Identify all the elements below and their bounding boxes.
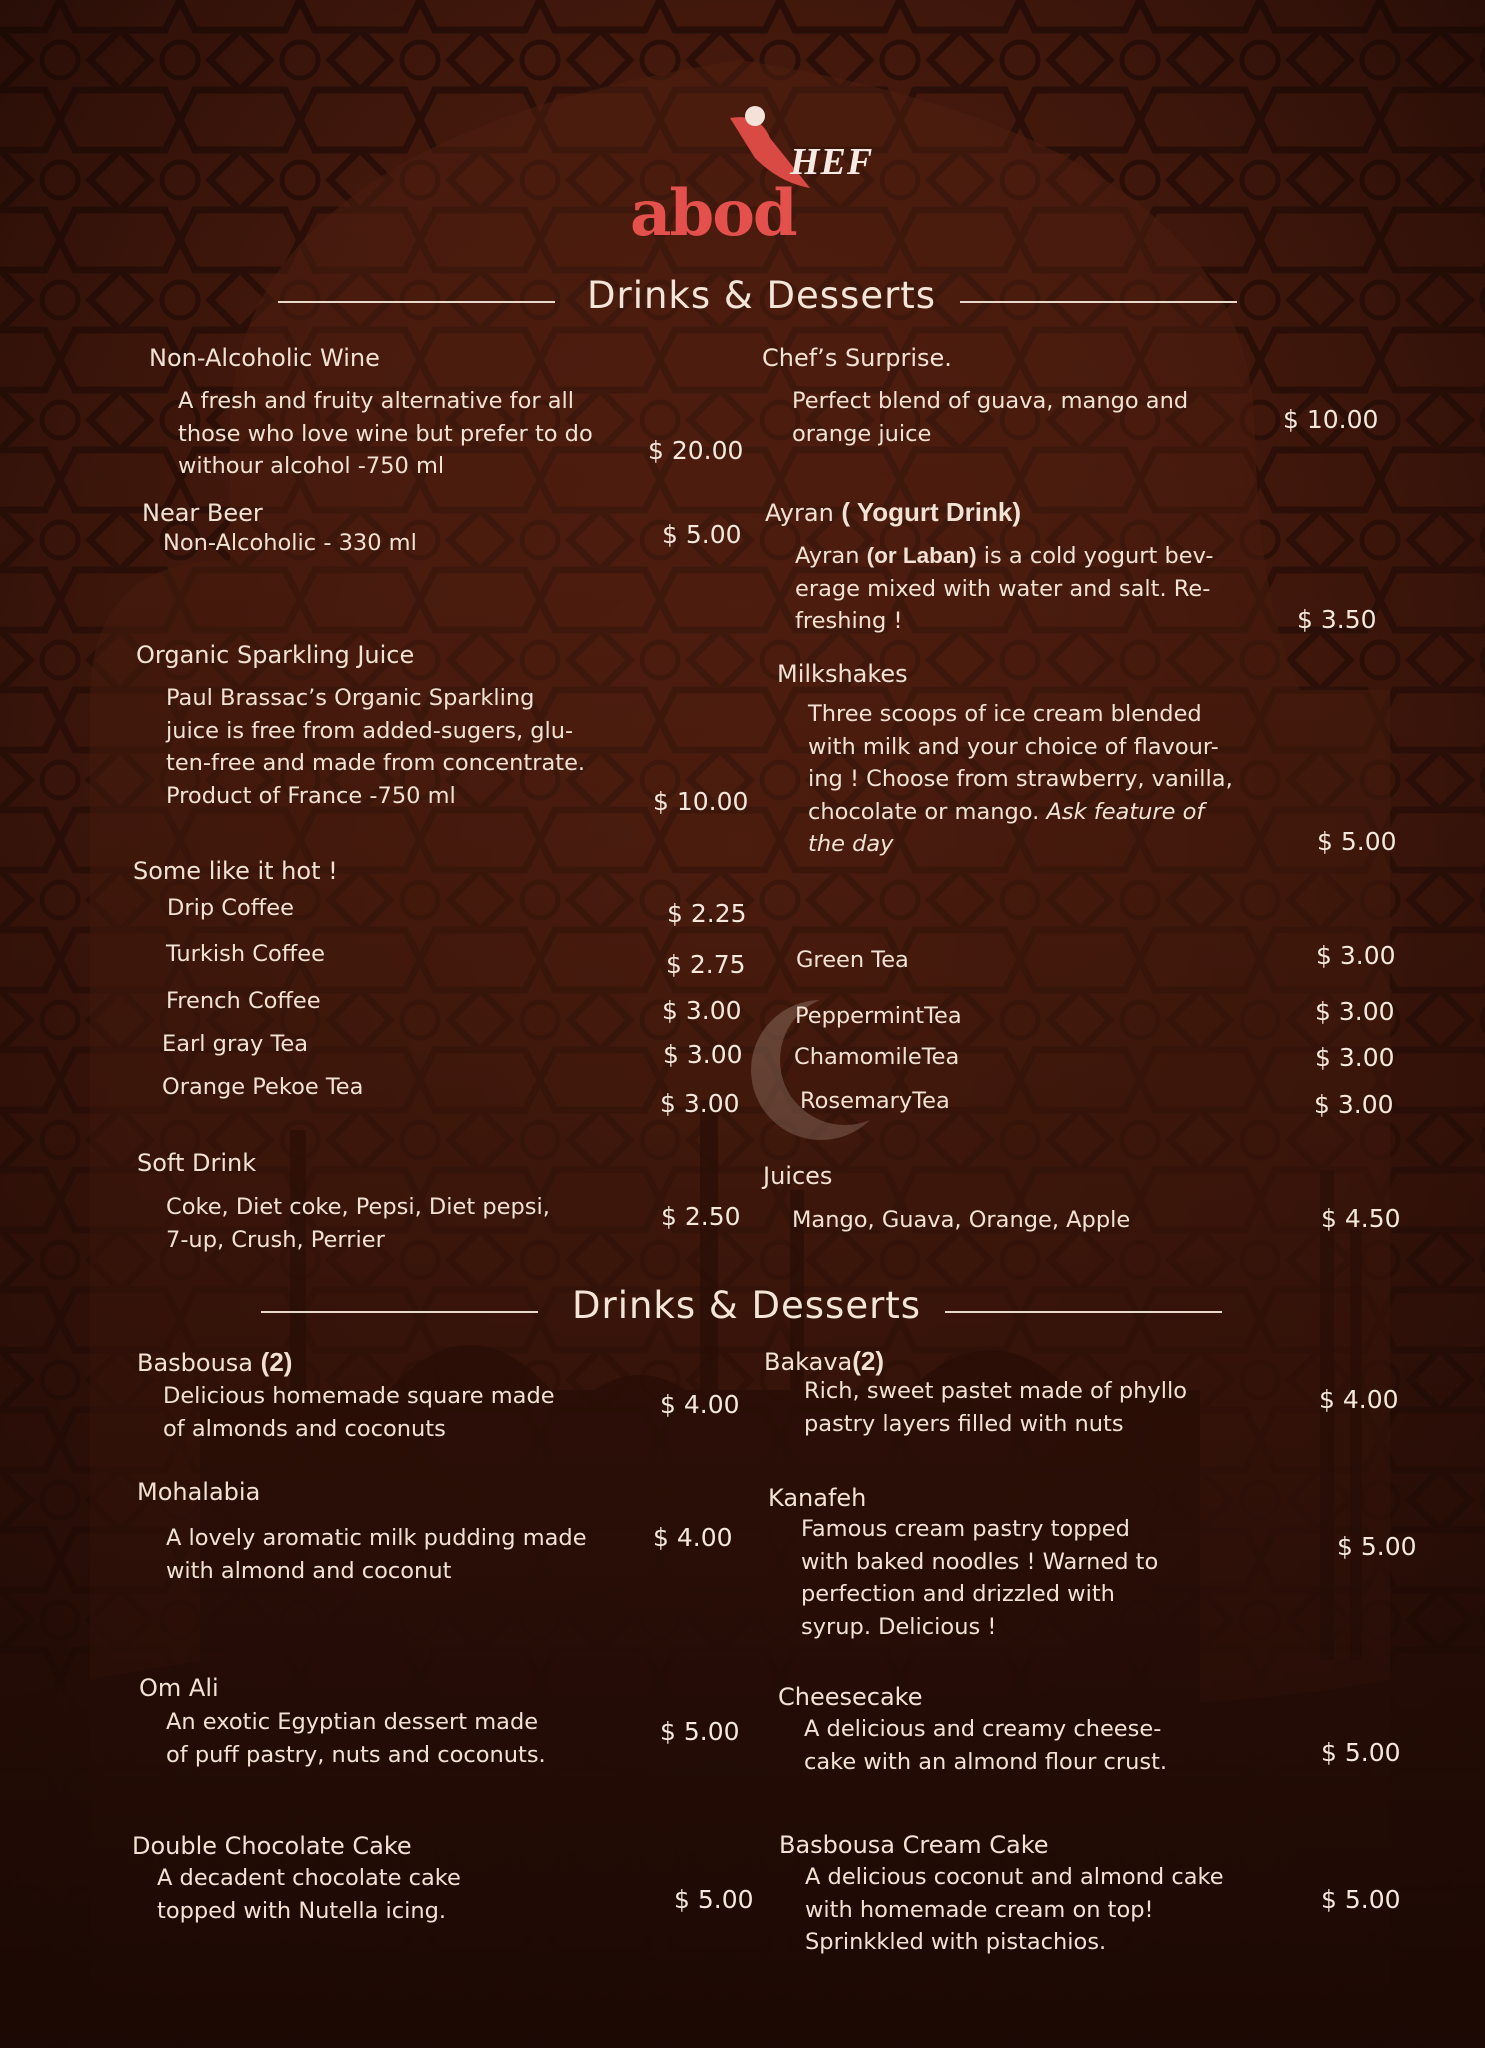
menu-row-name: RosemaryTea [800, 1088, 950, 1114]
item-price: $ 4.00 [660, 1390, 740, 1419]
item-desc: Non-Alcoholic - 330 ml [163, 530, 417, 556]
item-desc: A delicious and creamy cheese- cake with an almond flour crust. [804, 1716, 1168, 1775]
menu-row-price: $ 3.00 [660, 1089, 740, 1118]
item-title: Basbousa (2) [137, 1347, 293, 1377]
menu-row-name: Drip Coffee [167, 895, 294, 921]
item-desc: A decadent chocolate cake topped with Nutella icing. [157, 1865, 461, 1924]
heading-rule-right [960, 301, 1237, 303]
item-desc: Three scoops of ice cream blended with milk and your choice of flavour- ing ! Choose from strawberry, vanilla, chocolate or mango. Ask feature of the day [808, 701, 1233, 857]
item-desc: Mango, Guava, Orange, Apple [792, 1207, 1131, 1233]
item-price: $ 2.50 [661, 1202, 741, 1231]
item-title: Basbousa Cream Cake [779, 1831, 1049, 1859]
item-price: $ 10.00 [653, 787, 749, 816]
menu-row-price: $ 3.00 [1315, 997, 1395, 1026]
section-heading-drinks: Drinks & Desserts [587, 274, 937, 317]
menu-row-name: Orange Pekoe Tea [162, 1074, 364, 1100]
item-title: Near Beer [142, 499, 263, 527]
item-title: Double Chocolate Cake [132, 1832, 412, 1860]
menu-row-price: $ 3.00 [1314, 1090, 1394, 1119]
menu-row-name: Earl gray Tea [162, 1031, 308, 1057]
item-price: $ 5.00 [660, 1717, 740, 1746]
item-title: Cheesecake [778, 1683, 923, 1711]
menu-row-name: Green Tea [796, 947, 909, 973]
section-heading-desserts: Drinks & Desserts [572, 1284, 922, 1327]
item-title: Om Ali [139, 1674, 219, 1702]
item-desc: Rich, sweet pastet made of phyllo pastry layers filled with nuts [804, 1378, 1187, 1437]
menu-row-price: $ 2.75 [666, 950, 746, 979]
menu-row-price: $ 2.25 [667, 899, 747, 928]
item-title: Chef’s Surprise. [762, 344, 952, 372]
menu-row-price: $ 3.00 [662, 996, 742, 1025]
item-desc: A fresh and fruity alternative for all those who love wine but prefer to do withour alcohol -750 ml [178, 388, 593, 479]
item-price: $ 5.00 [1321, 1885, 1401, 1914]
heading-rule-left [261, 1311, 538, 1313]
item-title: Ayran ( Yogurt Drink) [765, 497, 1022, 527]
item-title: Organic Sparkling Juice [136, 641, 415, 669]
menu-row-name: PeppermintTea [795, 1003, 962, 1029]
item-price: $ 5.00 [1337, 1532, 1417, 1561]
item-desc: A lovely aromatic milk pudding made with almond and coconut [166, 1525, 587, 1584]
item-desc: A delicious coconut and almond cake with homemade cream on top! Sprinkkled with pistachios. [805, 1864, 1224, 1955]
logo-text-bottom: abod [630, 176, 796, 251]
item-desc: An exotic Egyptian dessert made of puff pastry, nuts and coconuts. [166, 1709, 546, 1768]
item-price: $ 5.00 [1321, 1738, 1401, 1767]
item-price: $ 5.00 [662, 520, 742, 549]
item-price: $ 10.00 [1283, 405, 1379, 434]
chef-abod-logo [620, 78, 874, 251]
menu-row-price: $ 3.00 [663, 1040, 743, 1069]
logo-text-top: HEF [790, 141, 874, 183]
heading-rule-left [278, 301, 555, 303]
item-desc: Coke, Diet coke, Pepsi, Diet pepsi, 7-up, Crush, Perrier [166, 1194, 550, 1253]
item-price: $ 3.50 [1297, 605, 1377, 634]
item-price: $ 4.00 [1319, 1385, 1399, 1414]
item-price: $ 4.50 [1321, 1204, 1401, 1233]
item-desc: Paul Brassac’s Organic Sparkling juice is free from added-sugers, glu- ten-free and made from concentrate. Product of France -750 ml [166, 685, 586, 809]
item-price: $ 5.00 [1317, 827, 1397, 856]
item-price: $ 5.00 [674, 1885, 754, 1914]
item-title: Juices [763, 1162, 833, 1190]
item-title: Non-Alcoholic Wine [149, 344, 380, 372]
item-title: Milkshakes [777, 660, 908, 688]
menu-row-name: ChamomileTea [794, 1044, 960, 1070]
item-price: $ 4.00 [653, 1523, 733, 1552]
item-desc: Ayran (or Laban) is a cold yogurt bev- erage mixed with water and salt. Re- freshing ! [795, 543, 1214, 634]
item-price: $ 20.00 [648, 436, 744, 465]
menu-row-name: French Coffee [166, 988, 321, 1014]
item-title: Bakava(2) [764, 1346, 885, 1376]
item-desc: Perfect blend of guava, mango and orange juice [792, 388, 1189, 447]
item-desc: Delicious homemade square made of almonds and coconuts [163, 1383, 555, 1442]
heading-rule-right [945, 1311, 1222, 1313]
item-title: Kanafeh [768, 1484, 867, 1512]
menu-row-name: Turkish Coffee [166, 941, 325, 967]
menu-row-price: $ 3.00 [1315, 1043, 1395, 1072]
item-title: Soft Drink [137, 1149, 257, 1177]
item-desc: Famous cream pastry topped with baked noodles ! Warned to perfection and drizzled with syrup. Delicious ! [801, 1516, 1159, 1640]
menu-row-price: $ 3.00 [1316, 941, 1396, 970]
item-title: Mohalabia [137, 1478, 261, 1506]
item-title: Some like it hot ! [133, 857, 338, 885]
